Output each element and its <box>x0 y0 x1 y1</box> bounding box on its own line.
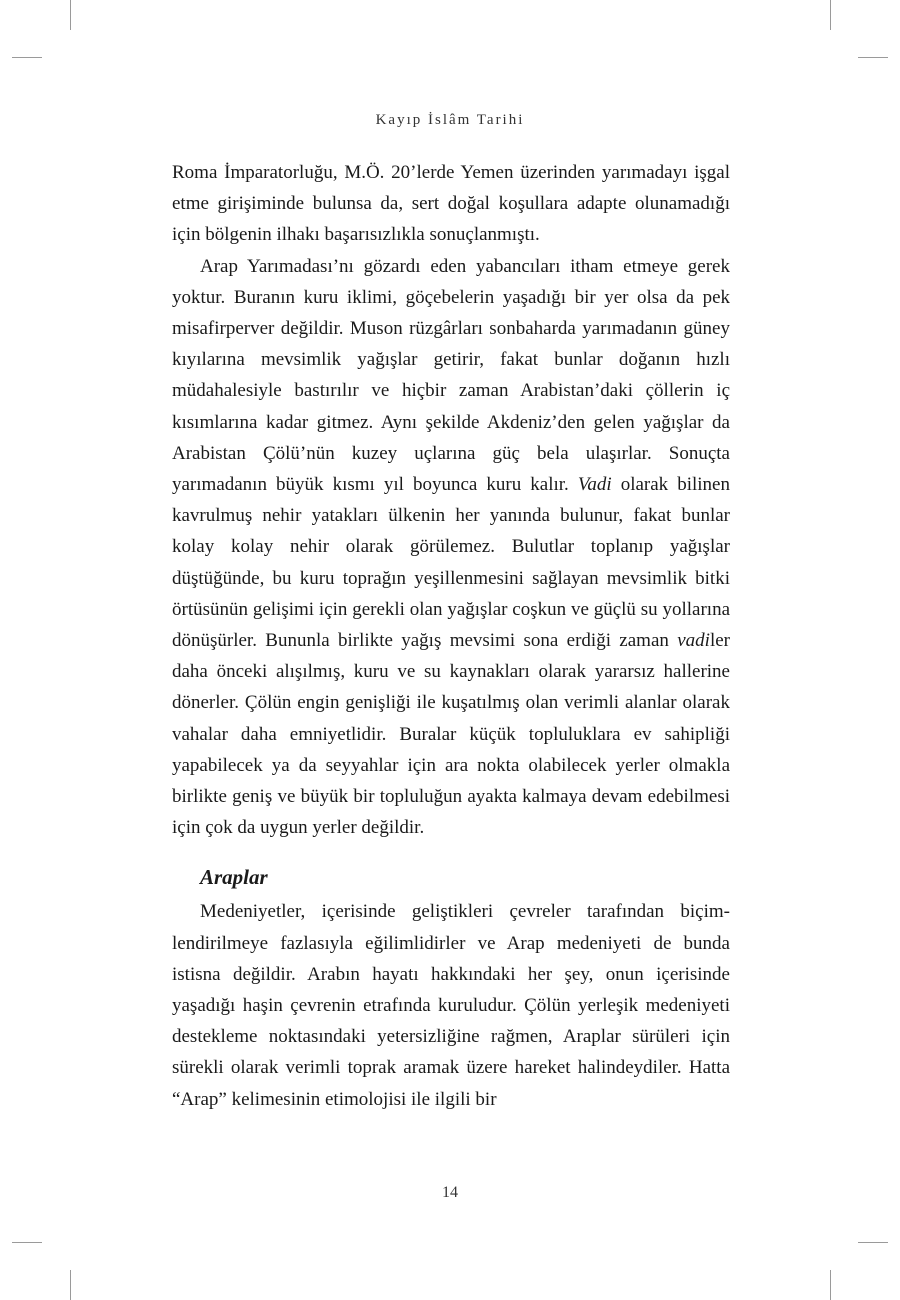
crop-mark-top-right-horizontal <box>858 57 888 58</box>
running-head: Kayıp İslâm Tarihi <box>375 112 525 128</box>
paragraph-3: Medeniyetler, içerisinde geliştikleri çevreler tarafından biçimlendirilmeye fazlasıyla eğilimlidirler ve Arap medeniyeti de bunda istisna değildir. Arabın hayatı hakkındaki her şey, onun içerisinde yaşadığı haşin çevrenin etrafında kuruludur. Çölün yerleşik medeniyeti destekleme noktasındaki yetersizliğine rağmen, Araplar sürüleri için sürekli olarak verimli toprak aramak üzere hareket halindeydiler. Hatta “Arap” kelimesinin etimolojisi ile ilgili bir <box>172 901 730 1110</box>
italic-term-vadi: Vadi <box>577 474 612 496</box>
paragraph-2 <box>172 251 730 844</box>
body-text <box>172 157 730 1115</box>
crop-mark-bottom-left-horizontal <box>12 1242 42 1243</box>
paragraph-2-part-2: olarak bilinen kavrulmuş nehir yatakları ülkenin her yanında bulunur, fakat bunlar kolay kolay nehir olarak görülemez. Bulutlar toplanıp yağışlar düştüğünde, bu kuru toprağın yeşillenmesini sağlayan mevsimlik bitki örtüsünün gelişimi için gerekli olan yağışlar coşkun ve güçlü su yollarına dönüşürler. Bununla birlikte yağış mevsimi sona erdiği zaman <box>172 474 730 652</box>
paragraph-2-part-1: Arap Yarımadası’nı gözardı eden yabancıları itham etmeye gerek yoktur. Buranın kuru iklimi, göçebelerin yaşadığı bir yer olsa da pek misafirperver değildir. Muson rüzgârları sonbaharda yarımadanın güney kıyılarına mevsimlik yağışlar getirir, fakat bunlar doğanın hızlı müdahalesiyle bastırılır ve hiçbir zaman Arabistan’daki çöllerin iç kısımlarına kadar gitmez. Aynı şekilde Akdeniz’den gelen yağışlar da Arabistan Çölü’nün kuzey uçlarına güç bela ulaşırlar. Sonuçta yarımadanın büyük kısmı yıl boyunca kuru kalır. <box>172 255 730 496</box>
italic-term-vadi-plural: vadi <box>677 630 710 652</box>
crop-mark-top-left-horizontal <box>12 57 42 58</box>
page-number: 14 <box>442 1184 458 1201</box>
crop-mark-bottom-left-vertical <box>70 1270 71 1300</box>
section-heading: Araplar <box>200 865 268 890</box>
crop-mark-top-right-vertical <box>830 0 831 30</box>
paragraph-2-part-3: ler daha önceki alışılmış, kuru ve su kaynakları olarak yararsız hallerine dönerler. Çölün engin genişliği ile kuşatılmış olan verimli alanlar olarak vahalar daha emniyetlidir. Buralar küçük topluluklara ev sahipliği yapabilecek ya da seyyahlar için ara nokta olabilecek yerler olmakla birlikte geniş ve büyük bir topluluğun ayakta kalmaya devam edebilmesi için çok da uygun yerler değildir. <box>172 630 730 839</box>
crop-mark-bottom-right-vertical <box>830 1270 831 1300</box>
crop-mark-top-left-vertical <box>70 0 71 30</box>
crop-mark-bottom-right-horizontal <box>858 1242 888 1243</box>
paragraph-1: Roma İmparatorluğu, M.Ö. 20’lerde Yemen üzerinden yarımadayı işgal etme girişiminde bulunsa da, sert doğal koşullara adapte olunamadığı için bölgenin ilhakı başarısızlıkla sonuçlanmıştı. <box>172 162 730 246</box>
